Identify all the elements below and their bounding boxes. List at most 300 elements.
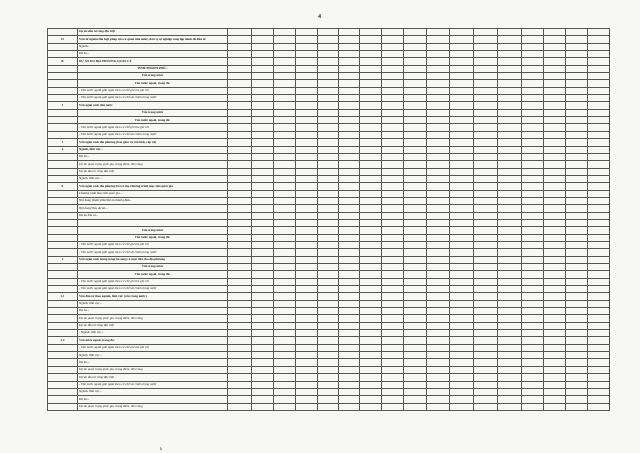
- value-cell: [522, 109, 544, 116]
- value-cell: [339, 124, 360, 131]
- table-row: [48, 374, 610, 381]
- value-cell: [450, 227, 474, 234]
- row-number-cell: [48, 234, 78, 241]
- value-cell: [382, 241, 404, 248]
- value-cell: [228, 344, 252, 351]
- value-cell: [318, 374, 339, 381]
- value-cell: [498, 124, 522, 131]
- value-cell: [296, 65, 318, 72]
- value-cell: [522, 212, 544, 219]
- value-cell: [544, 124, 566, 131]
- row-label-cell: Vốn đầu tư theo ngành, lĩnh vực (vốn trong nước): [78, 293, 228, 300]
- row-label-cell: Vốn ngân sách trung ương bổ sung có mục tiêu cho địa phương: [78, 256, 228, 263]
- value-cell: [404, 183, 427, 190]
- value-cell: [382, 102, 404, 109]
- value-cell: [566, 249, 588, 256]
- value-cell: [360, 95, 382, 102]
- value-cell: [588, 300, 610, 307]
- value-cell: [228, 381, 252, 388]
- value-cell: [252, 366, 274, 373]
- value-cell: [588, 359, 610, 366]
- value-cell: [450, 234, 474, 241]
- value-cell: [318, 241, 339, 248]
- value-cell: [588, 219, 610, 226]
- value-cell: [296, 51, 318, 58]
- value-cell: [339, 43, 360, 50]
- value-cell: [522, 124, 544, 131]
- value-cell: [522, 278, 544, 285]
- value-cell: [474, 359, 498, 366]
- value-cell: [427, 43, 450, 50]
- row-label-cell: Dự án quan trọng quốc gia, trọng điểm, liên vùng: [78, 315, 228, 322]
- value-cell: [498, 219, 522, 226]
- value-cell: [588, 212, 610, 219]
- value-cell: [474, 396, 498, 403]
- value-cell: [588, 197, 610, 204]
- value-cell: [360, 271, 382, 278]
- value-cell: [296, 278, 318, 285]
- value-cell: [404, 161, 427, 168]
- value-cell: [339, 366, 360, 373]
- value-cell: [252, 146, 274, 153]
- value-cell: [474, 219, 498, 226]
- value-cell: [427, 241, 450, 248]
- value-cell: [427, 197, 450, 204]
- value-cell: [228, 183, 252, 190]
- value-cell: [498, 161, 522, 168]
- value-cell: [274, 102, 296, 109]
- value-cell: [252, 168, 274, 175]
- value-cell: [382, 43, 404, 50]
- value-cell: [296, 131, 318, 138]
- value-cell: [339, 403, 360, 410]
- row-number-cell: [48, 315, 78, 322]
- value-cell: [274, 337, 296, 344]
- table-row: [48, 322, 610, 329]
- value-cell: [498, 234, 522, 241]
- value-cell: [360, 124, 382, 131]
- value-cell: [566, 43, 588, 50]
- value-cell: [382, 352, 404, 359]
- value-cell: [228, 366, 252, 373]
- row-label-cell: Vốn ngân sách nhà nước: [78, 102, 228, 109]
- value-cell: [296, 234, 318, 241]
- value-cell: [228, 153, 252, 160]
- value-cell: [498, 131, 522, 138]
- value-cell: [404, 286, 427, 293]
- value-cell: [544, 29, 566, 36]
- value-cell: [474, 73, 498, 80]
- value-cell: [450, 212, 474, 219]
- row-label-cell: Vốn trong nước: [78, 73, 228, 80]
- row-label-cell: Dự án đầu tư công đặc biệt: [78, 374, 228, 381]
- value-cell: [588, 381, 610, 388]
- value-cell: [274, 322, 296, 329]
- row-label-cell: Dự án quan trọng quốc gia, trọng điểm, liên vùng: [78, 366, 228, 373]
- value-cell: [474, 205, 498, 212]
- value-cell: [427, 212, 450, 219]
- table-row: [48, 117, 610, 124]
- value-cell: [252, 388, 274, 395]
- value-cell: [360, 403, 382, 410]
- value-cell: [360, 131, 382, 138]
- value-cell: [427, 95, 450, 102]
- value-cell: [228, 219, 252, 226]
- value-cell: [588, 308, 610, 315]
- value-cell: [339, 352, 360, 359]
- value-cell: [318, 388, 339, 395]
- value-cell: [427, 337, 450, 344]
- value-cell: [498, 300, 522, 307]
- row-label-cell: DỰ ÁN DO ĐỊA PHƯƠNG QUẢN LÝ: [78, 58, 228, 65]
- row-label-cell: Ngành, lĩnh vực...: [78, 352, 228, 359]
- value-cell: [544, 256, 566, 263]
- value-cell: [544, 264, 566, 271]
- value-cell: [498, 374, 522, 381]
- value-cell: [228, 65, 252, 72]
- row-number-cell: [48, 396, 78, 403]
- value-cell: [318, 249, 339, 256]
- value-cell: [566, 153, 588, 160]
- value-cell: [566, 161, 588, 168]
- value-cell: [544, 51, 566, 58]
- table-row: [48, 124, 610, 131]
- value-cell: [427, 359, 450, 366]
- value-cell: [274, 293, 296, 300]
- table-row: [48, 330, 610, 337]
- value-cell: [228, 51, 252, 58]
- table-row: [48, 146, 610, 153]
- value-cell: [382, 278, 404, 285]
- value-cell: [360, 175, 382, 182]
- value-cell: [296, 344, 318, 351]
- value-cell: [450, 241, 474, 248]
- value-cell: [427, 366, 450, 373]
- value-cell: [566, 190, 588, 197]
- value-cell: [252, 73, 274, 80]
- table-row: [48, 256, 610, 263]
- value-cell: [522, 29, 544, 36]
- value-cell: [522, 117, 544, 124]
- value-cell: [450, 286, 474, 293]
- value-cell: [382, 286, 404, 293]
- value-cell: [228, 337, 252, 344]
- value-cell: [404, 175, 427, 182]
- value-cell: [474, 315, 498, 322]
- value-cell: [228, 227, 252, 234]
- value-cell: [498, 256, 522, 263]
- value-cell: [382, 139, 404, 146]
- value-cell: [274, 366, 296, 373]
- value-cell: [382, 146, 404, 153]
- value-cell: [360, 205, 382, 212]
- value-cell: [474, 293, 498, 300]
- value-cell: [498, 227, 522, 234]
- row-number-cell: a: [48, 146, 78, 153]
- value-cell: [566, 403, 588, 410]
- value-cell: [566, 227, 588, 234]
- value-cell: [544, 190, 566, 197]
- value-cell: [404, 293, 427, 300]
- value-cell: [474, 234, 498, 241]
- row-label-cell: - Vốn nước ngoài giải ngân theo cơ chế tài chính trong nước: [78, 249, 228, 256]
- value-cell: [360, 352, 382, 359]
- footer-mark: k: [160, 446, 162, 451]
- table-row: [48, 131, 610, 138]
- value-cell: [544, 161, 566, 168]
- value-cell: [522, 388, 544, 395]
- value-cell: [404, 381, 427, 388]
- value-cell: [427, 139, 450, 146]
- value-cell: [360, 256, 382, 263]
- value-cell: [404, 109, 427, 116]
- value-cell: [274, 264, 296, 271]
- table-row: [48, 153, 610, 160]
- value-cell: [544, 102, 566, 109]
- row-number-cell: [48, 330, 78, 337]
- row-label-cell: Ngành, lĩnh vực...: [78, 300, 228, 307]
- value-cell: [450, 300, 474, 307]
- value-cell: [498, 315, 522, 322]
- table-row: [48, 95, 610, 102]
- value-cell: [544, 197, 566, 204]
- value-cell: [360, 300, 382, 307]
- value-cell: [296, 366, 318, 373]
- value-cell: [339, 249, 360, 256]
- value-cell: [296, 286, 318, 293]
- value-cell: [228, 190, 252, 197]
- value-cell: [566, 73, 588, 80]
- row-number-cell: [48, 219, 78, 226]
- value-cell: [296, 264, 318, 271]
- value-cell: [228, 403, 252, 410]
- value-cell: [274, 227, 296, 234]
- value-cell: [318, 234, 339, 241]
- value-cell: [474, 403, 498, 410]
- table-row: [48, 234, 610, 241]
- value-cell: [566, 337, 588, 344]
- value-cell: [296, 43, 318, 50]
- table-row: [48, 51, 610, 58]
- row-number-cell: [48, 388, 78, 395]
- table-row: [48, 396, 610, 403]
- row-label-cell: - Vốn nước ngoài giải ngân theo cơ chế ghi thu ghi chi: [78, 278, 228, 285]
- value-cell: [382, 234, 404, 241]
- value-cell: [588, 117, 610, 124]
- value-cell: [450, 102, 474, 109]
- table-row: [48, 161, 610, 168]
- value-cell: [404, 146, 427, 153]
- value-cell: [274, 205, 296, 212]
- value-cell: [404, 212, 427, 219]
- value-cell: [404, 227, 427, 234]
- value-cell: [474, 58, 498, 65]
- value-cell: [404, 337, 427, 344]
- value-cell: [274, 396, 296, 403]
- value-cell: [427, 256, 450, 263]
- value-cell: [318, 139, 339, 146]
- value-cell: [318, 315, 339, 322]
- value-cell: [318, 183, 339, 190]
- row-label-cell: Vốn ngân sách địa phương (bao gồm cả vốn tỉnh, cấp xã): [78, 139, 228, 146]
- value-cell: [228, 117, 252, 124]
- value-cell: [498, 308, 522, 315]
- value-cell: [252, 264, 274, 271]
- value-cell: [427, 175, 450, 182]
- value-cell: [522, 219, 544, 226]
- value-cell: [318, 109, 339, 116]
- value-cell: [228, 256, 252, 263]
- value-cell: [588, 73, 610, 80]
- value-cell: [566, 396, 588, 403]
- value-cell: [404, 219, 427, 226]
- value-cell: [566, 102, 588, 109]
- value-cell: [252, 29, 274, 36]
- value-cell: [339, 337, 360, 344]
- value-cell: [588, 43, 610, 50]
- value-cell: [274, 352, 296, 359]
- value-cell: [566, 109, 588, 116]
- value-cell: [588, 139, 610, 146]
- row-number-cell: I: [48, 102, 78, 109]
- value-cell: [274, 109, 296, 116]
- value-cell: [474, 190, 498, 197]
- value-cell: [588, 36, 610, 43]
- value-cell: [318, 264, 339, 271]
- value-cell: [360, 241, 382, 248]
- value-cell: [274, 286, 296, 293]
- value-cell: [228, 278, 252, 285]
- value-cell: [522, 381, 544, 388]
- value-cell: [339, 374, 360, 381]
- value-cell: [522, 352, 544, 359]
- value-cell: [427, 190, 450, 197]
- value-cell: [566, 300, 588, 307]
- value-cell: [404, 190, 427, 197]
- value-cell: [296, 190, 318, 197]
- value-cell: [274, 381, 296, 388]
- value-cell: [522, 146, 544, 153]
- value-cell: [252, 359, 274, 366]
- value-cell: [450, 36, 474, 43]
- table-row: [48, 36, 610, 43]
- value-cell: [274, 43, 296, 50]
- value-cell: [544, 212, 566, 219]
- value-cell: [274, 308, 296, 315]
- value-cell: [382, 396, 404, 403]
- value-cell: [566, 36, 588, 43]
- value-cell: [498, 36, 522, 43]
- value-cell: [339, 300, 360, 307]
- value-cell: [427, 87, 450, 94]
- value-cell: [450, 330, 474, 337]
- value-cell: [588, 205, 610, 212]
- value-cell: [498, 117, 522, 124]
- value-cell: [404, 65, 427, 72]
- row-number-cell: [48, 264, 78, 271]
- value-cell: [404, 330, 427, 337]
- value-cell: [360, 58, 382, 65]
- table-row: [48, 102, 610, 109]
- value-cell: [427, 286, 450, 293]
- value-cell: [544, 315, 566, 322]
- value-cell: [274, 359, 296, 366]
- value-cell: [450, 190, 474, 197]
- value-cell: [498, 153, 522, 160]
- value-cell: [382, 197, 404, 204]
- value-cell: [427, 58, 450, 65]
- value-cell: [474, 43, 498, 50]
- table-row: [48, 205, 610, 212]
- value-cell: [404, 359, 427, 366]
- value-cell: [404, 139, 427, 146]
- value-cell: [274, 146, 296, 153]
- value-cell: [566, 366, 588, 373]
- value-cell: [252, 197, 274, 204]
- table-row: [48, 87, 610, 94]
- value-cell: [427, 153, 450, 160]
- value-cell: [450, 124, 474, 131]
- value-cell: [228, 249, 252, 256]
- value-cell: [566, 80, 588, 87]
- row-number-cell: [48, 278, 78, 285]
- row-number-cell: [48, 212, 78, 219]
- value-cell: [252, 153, 274, 160]
- value-cell: [588, 95, 610, 102]
- value-cell: [404, 271, 427, 278]
- value-cell: [404, 29, 427, 36]
- value-cell: [588, 249, 610, 256]
- value-cell: [252, 139, 274, 146]
- row-number-cell: [48, 153, 78, 160]
- value-cell: [339, 175, 360, 182]
- value-cell: [382, 87, 404, 94]
- row-number-cell: [48, 190, 78, 197]
- value-cell: [588, 264, 610, 271]
- value-cell: [544, 139, 566, 146]
- value-cell: [566, 183, 588, 190]
- row-number-cell: [48, 95, 78, 102]
- value-cell: [404, 58, 427, 65]
- value-cell: [318, 396, 339, 403]
- value-cell: [274, 139, 296, 146]
- value-cell: [360, 388, 382, 395]
- row-number-cell: [48, 227, 78, 234]
- value-cell: [427, 352, 450, 359]
- value-cell: [427, 308, 450, 315]
- value-cell: [252, 219, 274, 226]
- value-cell: [274, 161, 296, 168]
- value-cell: [427, 315, 450, 322]
- value-cell: [588, 124, 610, 131]
- value-cell: [382, 29, 404, 36]
- value-cell: [339, 344, 360, 351]
- value-cell: [228, 87, 252, 94]
- value-cell: [474, 139, 498, 146]
- value-cell: [228, 330, 252, 337]
- value-cell: [450, 58, 474, 65]
- value-cell: [296, 124, 318, 131]
- value-cell: [450, 153, 474, 160]
- value-cell: [252, 249, 274, 256]
- value-cell: [566, 139, 588, 146]
- row-label-cell: Dự án đầu tư...: [78, 212, 228, 219]
- value-cell: [318, 87, 339, 94]
- value-cell: [296, 381, 318, 388]
- value-cell: [474, 388, 498, 395]
- value-cell: [339, 36, 360, 43]
- value-cell: [474, 65, 498, 72]
